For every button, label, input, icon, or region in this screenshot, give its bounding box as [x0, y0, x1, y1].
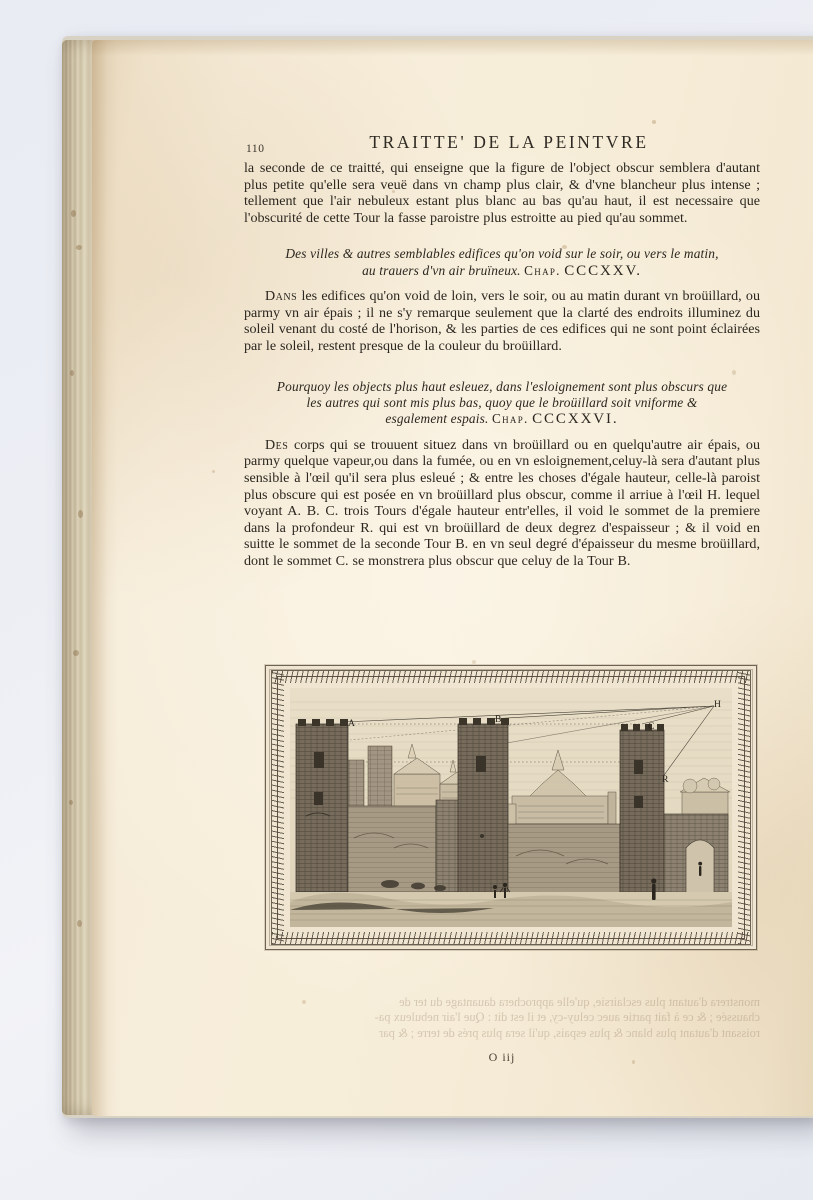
paragraph-chapter-325	[244, 288, 760, 354]
paragraph-text: corps qui se trouuent situez dans vn broüillard ou en quelqu'autre air épais, ou parmy quelque vapeur,ou dans la fumée, ou en vn esloignement,celuy-là sera d'autant plus sensible à l'œil qu'il sera plus esleué ; & entre les choses d'égale hauteur, celle-là paroist plus obscure qui est posée en vn broüillard plus obscur, comme il arriue à l'œil H. lequel voyant A. B. C. trois Tours d'égale hauteur entr'elles, il void le sommet de la premiere dans la profondeur R. qui est vn broüillard de deux degrez d'espaisseur ; & il void en suitte le sommet de la seconde Tour B. en vn seul degré d'épaisseur du mesme broüillard, dont le sommet C. se monstrera plus obscur que celuy de la Tour B.	[244, 436, 760, 569]
tower-b	[458, 718, 509, 896]
engraved-plate	[265, 665, 757, 950]
spacer	[244, 226, 760, 235]
frame-hatching-left	[272, 671, 284, 944]
bleed-line-3: roissant d'autant plus blanc & plus espais, qu'il sera plus prés de terre ; & par	[379, 1025, 760, 1040]
curtain-wall-right	[508, 824, 620, 894]
paper-foxing	[652, 120, 656, 124]
gutter-shading	[92, 40, 118, 1116]
running-head: TRAITTE' DE LA PEINTVRE	[369, 132, 649, 152]
chapter-heading-line2: les autres qui sont mis plus bas, quoy que le broüillard soit vniforme &	[306, 394, 698, 410]
frame-hatching-bottom	[272, 932, 750, 944]
top-edge-shading	[92, 40, 813, 56]
figure-label-r: R	[662, 774, 669, 785]
tower-c	[620, 724, 664, 896]
figure-label-b: B	[495, 714, 502, 725]
type-block	[244, 132, 760, 570]
right-gate	[664, 814, 728, 894]
figure-label-a: A	[348, 718, 356, 729]
spacer	[244, 355, 760, 368]
book-gutter-page-edges	[62, 40, 96, 1115]
chapter-word: Chap.	[492, 411, 529, 427]
towers-fog-diagram-svg	[290, 688, 732, 927]
signature-mark: O iij	[488, 1050, 516, 1064]
paragraph-opening-smallcaps: Des	[265, 436, 289, 453]
figure-label-h: H	[714, 699, 722, 710]
chapter-heading-line2: au trauers d'vn air bruïneux.	[362, 262, 521, 278]
bleed-line-2: chaussée ; & ce à fait partie auec celuy-cy, et il est dit : Que l'air nebuleux pa-	[374, 1010, 760, 1025]
chapter-heading-326	[244, 379, 760, 428]
chapter-heading-line1: Pourquoy les objects plus haut esleuez, dans l'esloignement sont plus obscurs que	[276, 378, 728, 394]
engraving-scene	[290, 688, 732, 927]
bleed-line-1: monstrera d'autant plus esclairsie, qu'elle approchera dauantage du ter de	[399, 995, 760, 1009]
chapter-word: Chap.	[524, 262, 561, 278]
recto-leaf	[92, 40, 813, 1116]
paper-foxing	[472, 660, 476, 664]
tower-a	[296, 719, 348, 892]
paragraph-chapter-326	[244, 437, 760, 570]
chapter-number: CCCXXV.	[564, 262, 642, 279]
chapter-heading-325	[244, 246, 760, 279]
paragraph-opening-smallcaps: Dans	[265, 288, 298, 305]
paper-foxing	[212, 470, 215, 473]
verso-bleed-through	[244, 995, 760, 1041]
folio-number: 110	[246, 143, 265, 155]
frame-hatching-right	[738, 671, 750, 944]
figure-label-c: C	[648, 721, 655, 732]
paragraph-text: les edifices qu'on void de loin, vers le soir, ou au matin durant vn broüillard, ou parmy vn air épais ; il ne s'y remarque seulement que la clarté des endroits illuminez du soleil venant du costé de l'horison, & les parties de ces edifices qui ne sont point éclairées par le soleil, restent presque de la couleur du broüillard.	[244, 288, 760, 354]
paragraph-continuation: la seconde de ce traitté, qui enseigne que la figure de l'object obscur semblera d'autant plus petite qu'elle sera veuë dans vn champ plus clair, & d'vne blancheur plus intense ; tellement que l'air nebuleux estant plus blanc au bas qu'au haut, il est necessaire que l'obscurité de cette Tour la fasse paroistre plus estroitte au pied qu'au sommet.	[244, 160, 760, 226]
chapter-heading-line1: Des villes & autres semblables edifices qu'on void sur le soir, ou vers le matin,	[285, 246, 719, 262]
page-headline	[244, 132, 760, 156]
frame-hatching-top	[272, 671, 750, 683]
curtain-wall-left	[348, 806, 436, 892]
chapter-heading-line3: esgalement espais.	[385, 411, 489, 427]
chapter-number: CCCXXVI.	[532, 411, 619, 428]
